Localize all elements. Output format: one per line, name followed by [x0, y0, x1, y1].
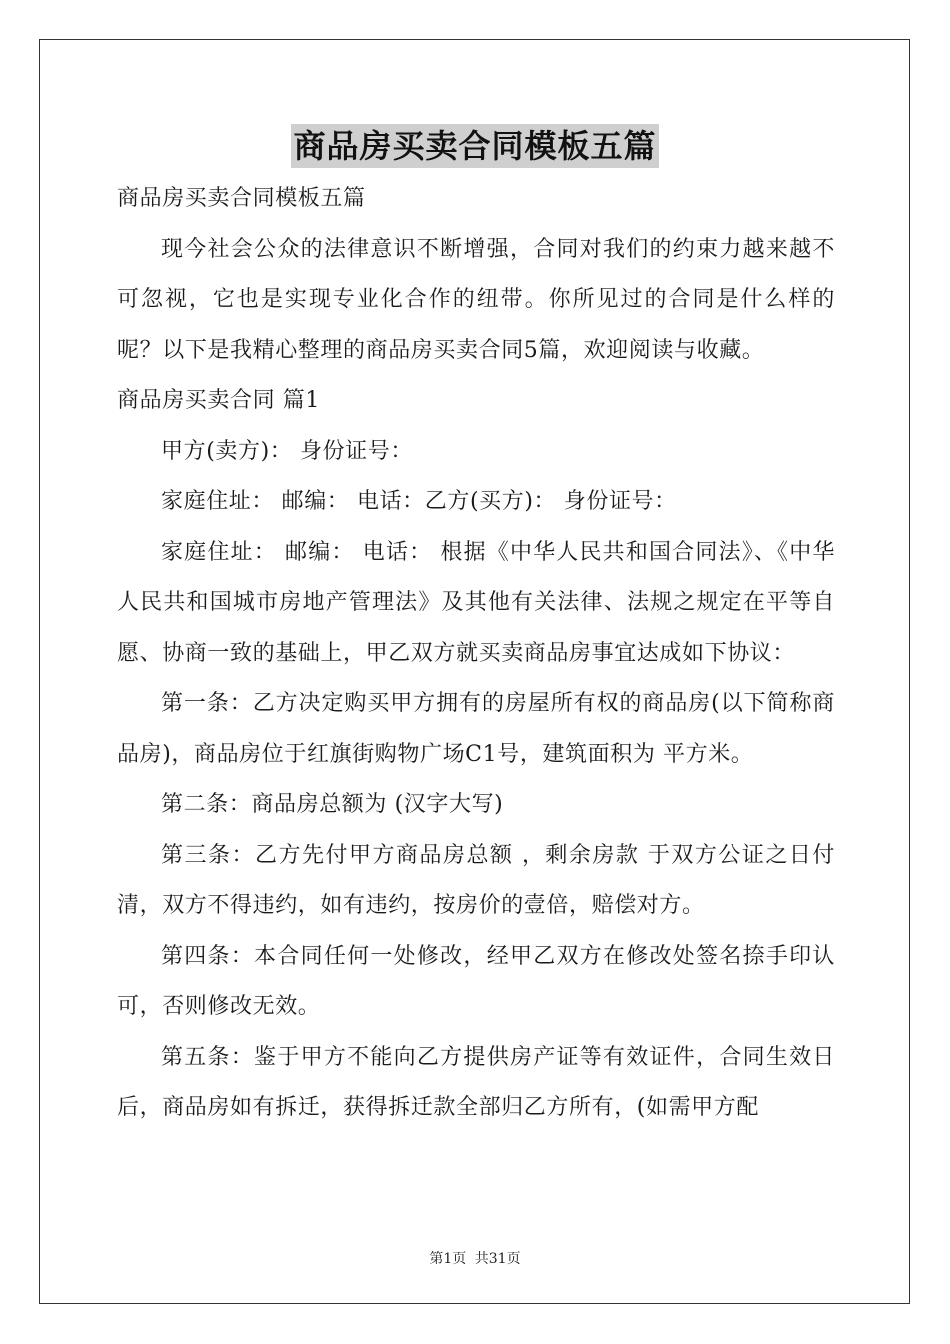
paragraph: 家庭住址： 邮编： 电话：乙方(买方)： 身份证号：: [161, 489, 677, 514]
page-number: 第1页: [429, 1251, 467, 1267]
title-container: [0, 124, 950, 168]
paragraph: 第二条：商品房总额为 (汉字大写): [161, 792, 504, 817]
paragraph: 第四条：本合同任何一处修改，经甲乙双方在修改处签名捺手印认可，否则修改无效。: [117, 943, 835, 1019]
paragraph: 家庭住址： 邮编： 电话： 根据《中华人民共和国合同法》、《中华人民共和国城市房地产管理法》及其他有关法律、法规之规定在平等自愿、协商一致的基础上，甲乙双方就买卖商品房事宜达成如下协议：: [117, 539, 835, 666]
paragraph: 商品房买卖合同模板五篇: [117, 186, 366, 211]
page-total: 共31页: [474, 1251, 521, 1267]
paragraph: 甲方(卖方)： 身份证号：: [161, 438, 413, 464]
paragraph: 第五条：鉴于甲方不能向乙方提供房产证等有效证件，合同生效日后，商品房如有拆迁，获得拆迁款全部归乙方所有，(如需甲方配: [117, 1044, 835, 1120]
document-body: [117, 174, 835, 1134]
paragraph: 第一条：乙方决定购买甲方拥有的房屋所有权的商品房(以下简称商品房)，商品房位于红旗街购物广场C1号，建筑面积为 平方米。: [117, 691, 835, 767]
paragraph: 商品房买卖合同 篇1: [117, 388, 320, 413]
document-title: 商品房买卖合同模板五篇: [291, 124, 658, 168]
paragraph: 现今社会公众的法律意识不断增强，合同对我们的约束力越来越不可忽视，它也是实现专业化合作的纽带。你所见过的合同是什么样的呢？以下是我精心整理的商品房买卖合同5篇，欢迎阅读与收藏。: [117, 236, 835, 363]
paragraph: 第三条：乙方先付甲方商品房总额 ，剩余房款 于双方公证之日付清，双方不得违约，如有违约，按房价的壹倍，赔偿对方。: [117, 842, 835, 918]
page-footer: [0, 1248, 950, 1268]
